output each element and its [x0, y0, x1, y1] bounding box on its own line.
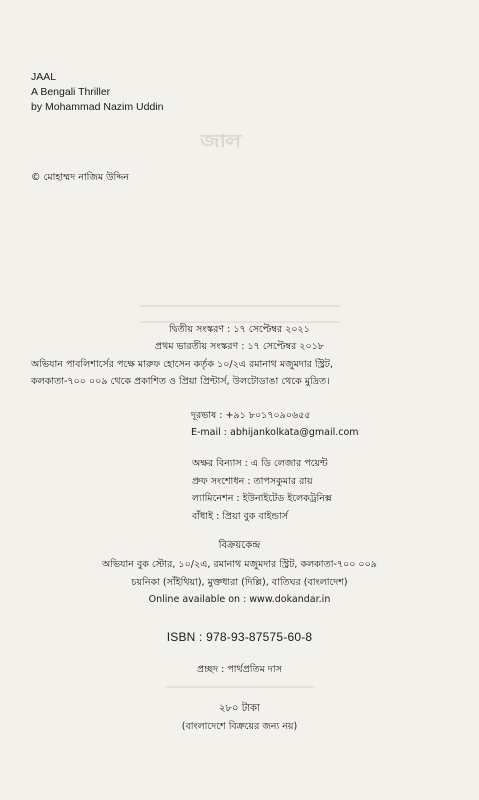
- isbn-number: ISBN : 978-93-87575-60-8: [166, 630, 313, 644]
- edition-info: [0, 321, 479, 355]
- phone-number: দূরভাষ : +৯১ ৮০১৭০৯০৬৫৫: [191, 410, 311, 421]
- production-credits: [192, 455, 332, 525]
- cover-credit: প্রচ্ছদ : পার্থপ্রতিম দাস: [197, 664, 282, 675]
- typesetting-credit: অক্ষর বিন্যাস : এ ডি লেজার পয়েন্ট: [192, 458, 328, 469]
- sales-outlets: [0, 556, 479, 609]
- publisher-info: [31, 356, 471, 390]
- proofreading-credit: প্রুফ সংশোধন : তাপসকুমার রায়: [192, 475, 313, 487]
- email-address: E-mail : abhijankolkata@gmail.com: [191, 427, 359, 438]
- sales-line-1: অভিযান বুক স্টোর, ১০/২এ, রমানাথ মজুমদার স্ট্রিট, কলকাতা-৭০০ ০০৯: [102, 559, 377, 570]
- bleed-through-watermark: জাল: [200, 131, 241, 152]
- publisher-line-2: কলকাতা-৭০০ ০০৯ থেকে প্রকাশিত ও প্রিয়া প্রিন্টার্স, উলটোডাঙা থেকে মুদ্রিত।: [31, 376, 330, 387]
- author-byline: by Mohammad Nazim Uddin: [31, 101, 164, 113]
- sales-line-2: চয়নিকা (সাঁইথিয়া), মুক্তধারা (দিল্লি), বাতিঘর (বাংলাদেশ): [131, 576, 348, 588]
- sales-outlets-heading: বিক্রয়কেন্দ্র: [218, 540, 261, 551]
- copyright-line: © মোহাম্মদ নাজিম উদ্দিন: [31, 172, 129, 183]
- book-title: JAAL: [31, 71, 57, 83]
- first-indian-edition: প্রথম ভারতীয় সংস্করণ : ১৭ সেপ্টেম্বর ২০১৮: [155, 341, 324, 352]
- second-edition: দ্বিতীয় সংস্করণ : ১৭ সেপ্টেম্বর ২০২১: [169, 324, 310, 335]
- publisher-line-1: অভিযান পাবলিশার্সের পক্ষে মারুফ হোসেন কর্তৃক ১০/২এ রমানাথ মজুমদার স্ট্রিট,: [31, 359, 334, 370]
- lamination-credit: ল্যামিনেশন : ইউনাইটেড ইলেকট্রনিক্স: [192, 493, 332, 504]
- bleed-through-mark-bottom: [165, 686, 315, 698]
- contact-info: [191, 407, 359, 441]
- sale-restriction-note: (বাংলাদেশে বিক্রয়ের জন্য নয়): [181, 721, 298, 732]
- online-availability: Online available on : www.dokandar.in: [148, 594, 331, 605]
- binding-credit: বাঁধাই : প্রিয়া বুক বাইন্ডার্স: [192, 510, 289, 522]
- title-block: [31, 70, 163, 115]
- book-subtitle: A Bengali Thriller: [31, 86, 111, 98]
- price: ২৮০ টাকা: [219, 703, 260, 714]
